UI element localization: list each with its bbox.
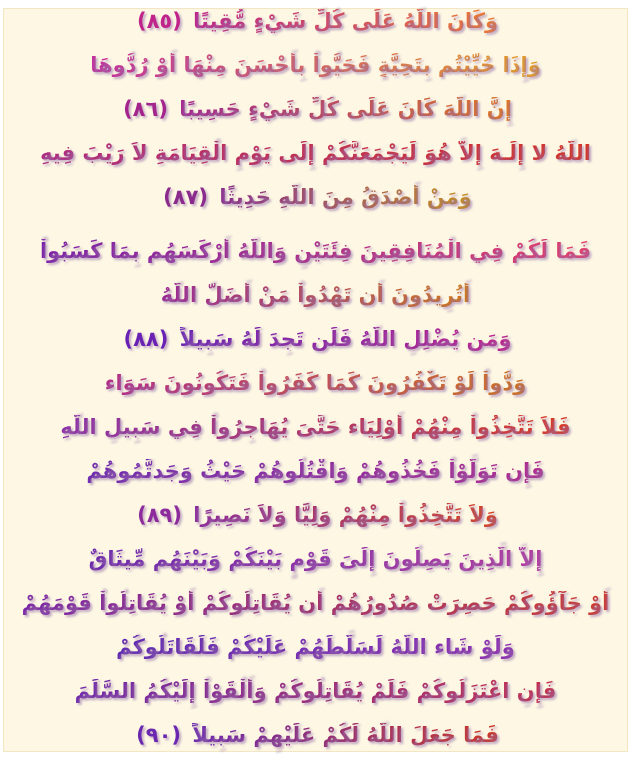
- verse-line: [12, 409, 619, 445]
- verse-line: [12, 277, 619, 313]
- verse-line: [12, 321, 619, 357]
- verse-line: [12, 365, 619, 401]
- verse-number: (٨٩): [137, 503, 182, 527]
- verse-text: وَلَوْ شَاء اللّهُ لَسَلَّطَهُمْ عَلَيْكُمْ فَلَقَاتَلُوكُمْ: [116, 635, 515, 659]
- verse-text: وَمَن يُضْلِلِ اللّهُ فَلَن تَجِدَ لَهُ سَبِيلاً: [179, 327, 512, 351]
- verse-text: اللّهُ لا إِلَـهَ إِلاَّ هُوَ لَيَجْمَعَنَّكُمْ إِلَى يَوْمِ الْقِيَامَةِ لاَ رَيْبَ فِيهِ: [40, 141, 591, 165]
- verse-line: [12, 629, 619, 665]
- verse-line: [12, 179, 619, 215]
- verse-line: [12, 3, 619, 39]
- verse-line: [12, 453, 619, 489]
- verse-line: [12, 91, 619, 127]
- verse-text: فَلاَ تَتَّخِذُواْ مِنْهُمْ أَوْلِيَاء حَتَّىَ يُهَاجِرُواْ فِي سَبِيلِ اللّهِ: [60, 415, 571, 439]
- verse-number: (٨٨): [123, 327, 169, 351]
- verse-text: وَمَنْ أَصْدَقُ مِنَ اللّهِ حَدِيثًا: [219, 185, 472, 209]
- verse-line: [12, 673, 619, 709]
- verse-text: فَإِنِ اعْتَزَلُوكُمْ فَلَمْ يُقَاتِلُوكُمْ وَأَلْقَوْاْ إِلَيْكُمُ السَّلَمَ: [74, 679, 557, 703]
- verse-line: [12, 541, 619, 577]
- verse-text: فَمَا لَكُمْ فِي الْمُنَافِقِينَ فِئَتَيْنِ وَاللّهُ أَرْكَسَهُم بِمَا كَسَبُواْ: [39, 239, 592, 263]
- verse-text: إِلاَّ الَّذِينَ يَصِلُونَ إِلَىَ قَوْمٍ بَيْنَكُمْ وَبَيْنَهُم مِّيثَاقٌ: [88, 547, 543, 571]
- verse-text: فَإِن تَوَلَّوْاْ فَخُذُوهُمْ وَاقْتُلُوهُمْ حَيْثُ وَجَدتَّمُوهُمْ: [86, 459, 545, 483]
- verse-number: (٨٧): [163, 185, 209, 209]
- verse-number: (٩٠): [136, 723, 181, 747]
- verse-line: [12, 497, 619, 533]
- verse-line: [12, 47, 619, 83]
- verse-number: (٨٥): [136, 9, 182, 33]
- verse-line: [12, 717, 619, 753]
- verse-text: وَكَانَ اللّهُ عَلَى كُلِّ شَيْءٍ مُّقِيتًا: [193, 9, 499, 33]
- verse-text: وَدُّواْ لَوْ تَكْفُرُونَ كَمَا كَفَرُواْ فَتَكُونُونَ سَوَاء: [104, 371, 527, 395]
- verse-line: [12, 233, 619, 269]
- verse-text: أَوْ جَآؤُوكُمْ حَصِرَتْ صُدُورُهُمْ أَن يُقَاتِلُوكُمْ أَوْ يُقَاتِلُواْ قَوْمَهُمْ: [21, 591, 610, 615]
- verse-number: (٨٦): [123, 97, 168, 121]
- verse-text: وَإِذَا حُيِّيْتُم بِتَحِيَّةٍ فَحَيُّواْ بِأَحْسَنَ مِنْهَا أَوْ رُدُّوهَا: [90, 53, 541, 77]
- verse-text: إِنَّ اللّهَ كَانَ عَلَى كُلِّ شَيْءٍ حَسِيبًا: [179, 97, 512, 121]
- verse-text: فَمَا جَعَلَ اللّهُ لَكُمْ عَلَيْهِمْ سَبِيلاً: [192, 723, 499, 747]
- verses-panel: [3, 8, 628, 752]
- verse-line: [12, 135, 619, 171]
- verse-text: وَلاَ تَتَّخِذُواْ مِنْهُمْ وَلِيًّا وَلاَ نَصِيرًا: [193, 503, 498, 527]
- verse-text: أَتُرِيدُونَ أَن تَهْدُواْ مَنْ أَضَلَّ اللّهُ: [160, 283, 471, 307]
- verse-line: [12, 585, 619, 621]
